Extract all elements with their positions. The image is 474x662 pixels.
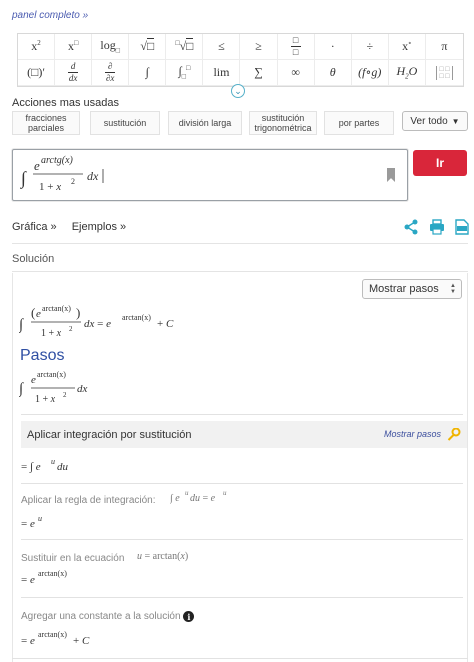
key-geq[interactable]: ≥	[240, 34, 277, 60]
key-derivative[interactable]: $\frac{d}{dx}$	[55, 60, 92, 86]
mostrar-pasos-label: Mostrar pasos	[369, 283, 439, 295]
svg-text:u = arctan(x): u = arctan(x)	[137, 551, 189, 562]
key-divide[interactable]: ÷	[352, 34, 389, 60]
divider	[21, 414, 463, 415]
key-chemistry[interactable]: $H_2O$	[389, 60, 426, 86]
solucion-label: Solución	[12, 253, 55, 265]
svg-text:dx: dx	[87, 169, 99, 183]
result-links	[12, 221, 138, 233]
key-prime[interactable]: (□)′	[18, 60, 55, 86]
pdf-icon[interactable]	[455, 219, 469, 235]
step4-result	[21, 627, 131, 651]
key-square[interactable]: $x^2$	[18, 34, 55, 60]
divider	[12, 658, 468, 659]
svg-text:1 + x: 1 + x	[39, 181, 62, 193]
key-degree[interactable]: x∘	[389, 34, 426, 60]
svg-text:arctan(x): arctan(x)	[42, 304, 71, 313]
step2-text: Aplicar la regla de integración:	[21, 495, 156, 506]
key-theta[interactable]: θ	[315, 60, 352, 86]
select-arrows-icon: ▲ ▼	[450, 283, 456, 295]
sustitucion-button[interactable]: sustitución	[90, 111, 160, 135]
svg-text:): )	[76, 305, 81, 320]
svg-text:dx = e: dx = e	[84, 318, 111, 330]
svg-text:u: u	[51, 457, 55, 466]
pasos-title: Pasos	[20, 347, 65, 364]
svg-text:u: u	[223, 489, 227, 497]
divider	[21, 539, 463, 540]
key-sum[interactable]: ∑	[240, 60, 277, 86]
svg-text:∫ e: ∫ e	[170, 493, 180, 504]
print-icon[interactable]	[429, 219, 445, 235]
key-limit[interactable]: lim	[203, 60, 240, 86]
mostrar-pasos-link[interactable]: Mostrar pasos	[383, 429, 441, 439]
integration-rule-formula	[170, 487, 250, 507]
svg-text:e: e	[36, 308, 41, 320]
divider	[21, 483, 463, 484]
bookmark-icon[interactable]	[387, 168, 395, 182]
key-log[interactable]: $\log_□$	[92, 34, 129, 60]
most-used-actions	[12, 111, 468, 135]
svg-text:∫: ∫	[21, 168, 26, 188]
key-matrix[interactable]: □ □ □ □	[426, 60, 463, 86]
division-larga-button[interactable]: división larga	[168, 111, 242, 135]
fracciones-parciales-button[interactable]: fracciones parciales	[12, 111, 80, 135]
step-sustitucion-header	[21, 421, 467, 448]
key-sqrt[interactable]: √□	[129, 34, 166, 60]
step-title: Aplicar integración por sustitución	[27, 429, 192, 441]
ver-todo-dropdown[interactable]	[402, 111, 468, 131]
info-icon[interactable]: i	[183, 611, 194, 622]
svg-text:(: (	[31, 305, 36, 320]
solution-card	[12, 273, 468, 662]
key-composition[interactable]: (f∘g)	[352, 60, 389, 86]
svg-text:∫: ∫	[19, 317, 24, 333]
mostrar-pasos-select[interactable]	[362, 279, 462, 299]
step3-text: Sustituir en la ecuación	[21, 553, 125, 564]
divider	[21, 597, 463, 598]
sustitucion-trigonometrica-button[interactable]: sustitución trigonométrica	[249, 111, 317, 135]
integral-step-formula	[19, 369, 139, 413]
result-formula	[19, 303, 219, 347]
key-cdot[interactable]: ·	[315, 34, 352, 60]
key-fraction[interactable]: $\frac{□}{□}$	[278, 34, 315, 60]
key-definite-integral[interactable]: $\int_□^□$	[166, 60, 203, 86]
key-nroot[interactable]: □√□	[166, 34, 203, 60]
share-icon[interactable]	[403, 219, 419, 235]
svg-text:2: 2	[69, 325, 73, 333]
expression-render	[19, 150, 129, 200]
most-used-title: Acciones mas usadas	[12, 97, 119, 109]
svg-text:= e: = e	[21, 574, 35, 586]
key-partial[interactable]: $\frac{\partial}{\partial x}$	[92, 60, 129, 86]
chevron-down-icon[interactable]: ⌄	[231, 84, 245, 98]
svg-text:∫: ∫	[19, 381, 24, 397]
step4-text: Agregar una constante a la solución	[21, 611, 181, 623]
svg-text:e: e	[34, 158, 40, 173]
svg-text:1 + x: 1 + x	[35, 394, 56, 405]
svg-text:+ C: + C	[73, 635, 90, 647]
svg-text:2: 2	[63, 391, 67, 399]
svg-text:arctan(x): arctan(x)	[38, 569, 67, 578]
svg-text:u: u	[38, 514, 42, 523]
por-partes-button[interactable]: por partes	[324, 111, 394, 135]
svg-text:arctg(x): arctg(x)	[41, 155, 73, 166]
svg-text:= e: = e	[21, 518, 35, 530]
divider	[12, 271, 468, 272]
svg-text:arctan(x): arctan(x)	[122, 313, 151, 322]
svg-text:1 + x: 1 + x	[41, 328, 62, 339]
svg-text:= ∫ e: = ∫ e	[21, 461, 41, 473]
svg-text:e: e	[31, 374, 36, 386]
key-icon[interactable]	[447, 428, 461, 441]
key-power[interactable]: x□	[55, 34, 92, 60]
key-pi[interactable]: π	[426, 34, 463, 60]
step1-result	[21, 456, 101, 476]
key-infinity[interactable]: ∞	[278, 60, 315, 86]
svg-text:u: u	[185, 489, 189, 497]
svg-text:dx: dx	[77, 383, 88, 395]
step2-result	[21, 513, 71, 533]
svg-text:arctan(x): arctan(x)	[37, 370, 66, 379]
math-keypad	[17, 33, 464, 87]
key-leq[interactable]: ≤	[203, 34, 240, 60]
ver-todo-label: Ver todo	[410, 115, 448, 127]
divider	[12, 243, 468, 244]
step3-result	[21, 567, 111, 589]
panel-completo-link[interactable]: panel completo »	[12, 10, 89, 21]
svg-text:= e: = e	[21, 635, 35, 647]
svg-text:2: 2	[71, 177, 75, 186]
svg-text:+ C: + C	[157, 318, 174, 330]
grafica-link[interactable]: Gráfica »	[12, 221, 57, 233]
step4-row	[21, 611, 194, 622]
key-integral[interactable]: ∫	[129, 60, 166, 86]
substitution-formula	[137, 545, 217, 565]
svg-text:du = e: du = e	[190, 493, 216, 504]
ejemplos-link[interactable]: Ejemplos »	[71, 221, 127, 233]
svg-text:du: du	[57, 461, 68, 473]
go-button[interactable]: Ir	[413, 150, 467, 176]
svg-text:arctan(x): arctan(x)	[38, 630, 67, 639]
caret-down-icon: ▼	[451, 116, 460, 126]
expression-input[interactable]	[12, 149, 408, 201]
